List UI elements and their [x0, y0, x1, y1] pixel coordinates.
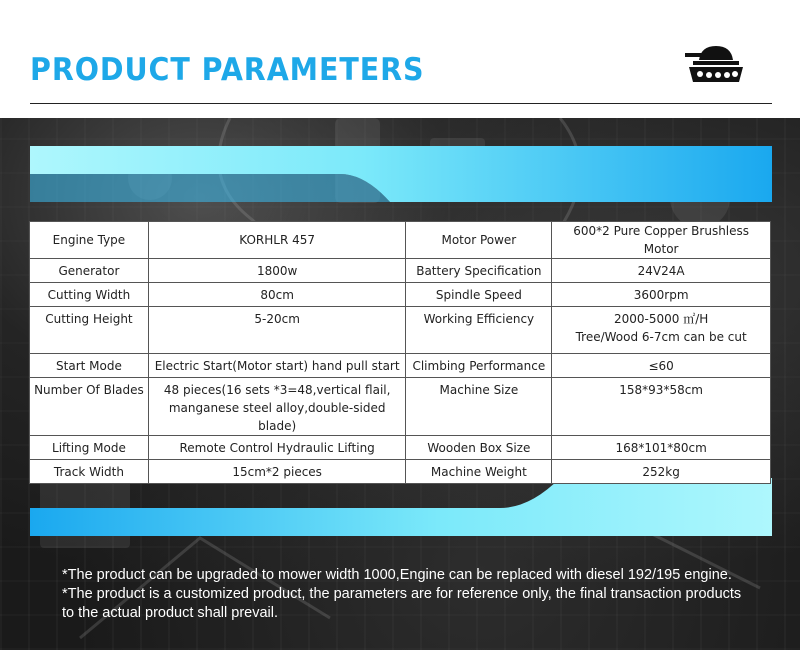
table-row — [30, 307, 771, 354]
table-row — [30, 354, 771, 378]
footnote-customized-cont: to the actual product shall prevail. — [62, 605, 279, 621]
param-label: Motor Power — [406, 222, 552, 259]
param-label: Spindle Speed — [406, 283, 552, 307]
footnote-customized: *The product is a customized product, the parameters are for reference only, the final transaction products — [62, 586, 742, 602]
param-label: Cutting Width — [30, 283, 149, 307]
param-value: 168*101*80cm — [552, 436, 771, 460]
param-value: 15cm*2 pieces — [148, 460, 406, 484]
table-row — [30, 436, 771, 460]
param-value: 80cm — [148, 283, 406, 307]
parameters-table — [29, 221, 771, 484]
page-header — [0, 0, 800, 118]
param-label: Number Of Blades — [30, 378, 149, 436]
param-label: Generator — [30, 259, 149, 283]
param-label: Working Efficiency — [406, 307, 552, 354]
param-value: ≤60 — [552, 354, 771, 378]
page-title: PRODUCT PARAMETERS — [30, 52, 425, 88]
param-value: Electric Start(Motor start) hand pull start — [148, 354, 406, 378]
param-value: 1800w — [148, 259, 406, 283]
top-accent-band — [30, 146, 772, 202]
param-label: Wooden Box Size — [406, 436, 552, 460]
footnote-upgrade: *The product can be upgraded to mower width 1000,Engine can be replaced with diesel 192/195 engine. — [62, 567, 732, 583]
header-divider — [30, 103, 772, 104]
param-label: Climbing Performance — [406, 354, 552, 378]
table-row — [30, 222, 771, 259]
table-row — [30, 460, 771, 484]
param-label: Machine Size — [406, 378, 552, 436]
param-value: 48 pieces(16 sets *3=48,vertical flail, manganese steel alloy,double-sided blade) — [148, 378, 406, 436]
table-row — [30, 259, 771, 283]
param-label: Track Width — [30, 460, 149, 484]
bottom-accent-band — [30, 478, 772, 536]
footnotes — [62, 566, 752, 623]
param-label: Machine Weight — [406, 460, 552, 484]
param-value: 24V24A — [552, 259, 771, 283]
param-label: Battery Specification — [406, 259, 552, 283]
param-value: 3600rpm — [552, 283, 771, 307]
param-value: KORHLR 457 — [148, 222, 406, 259]
param-label: Engine Type — [30, 222, 149, 259]
param-label: Start Mode — [30, 354, 149, 378]
param-value: Remote Control Hydraulic Lifting — [148, 436, 406, 460]
param-label: Lifting Mode — [30, 436, 149, 460]
param-value: 158*93*58cm — [552, 378, 771, 436]
param-value: 600*2 Pure Copper Brushless Motor — [552, 222, 771, 259]
tank-icon — [685, 40, 747, 86]
table-row — [30, 283, 771, 307]
param-value: 252kg — [552, 460, 771, 484]
param-value: 5-20cm — [148, 307, 406, 354]
param-value: 2000-5000 ㎡/H Tree/Wood 6-7cm can be cut — [552, 307, 771, 354]
table-row — [30, 378, 771, 436]
param-label: Cutting Height — [30, 307, 149, 354]
